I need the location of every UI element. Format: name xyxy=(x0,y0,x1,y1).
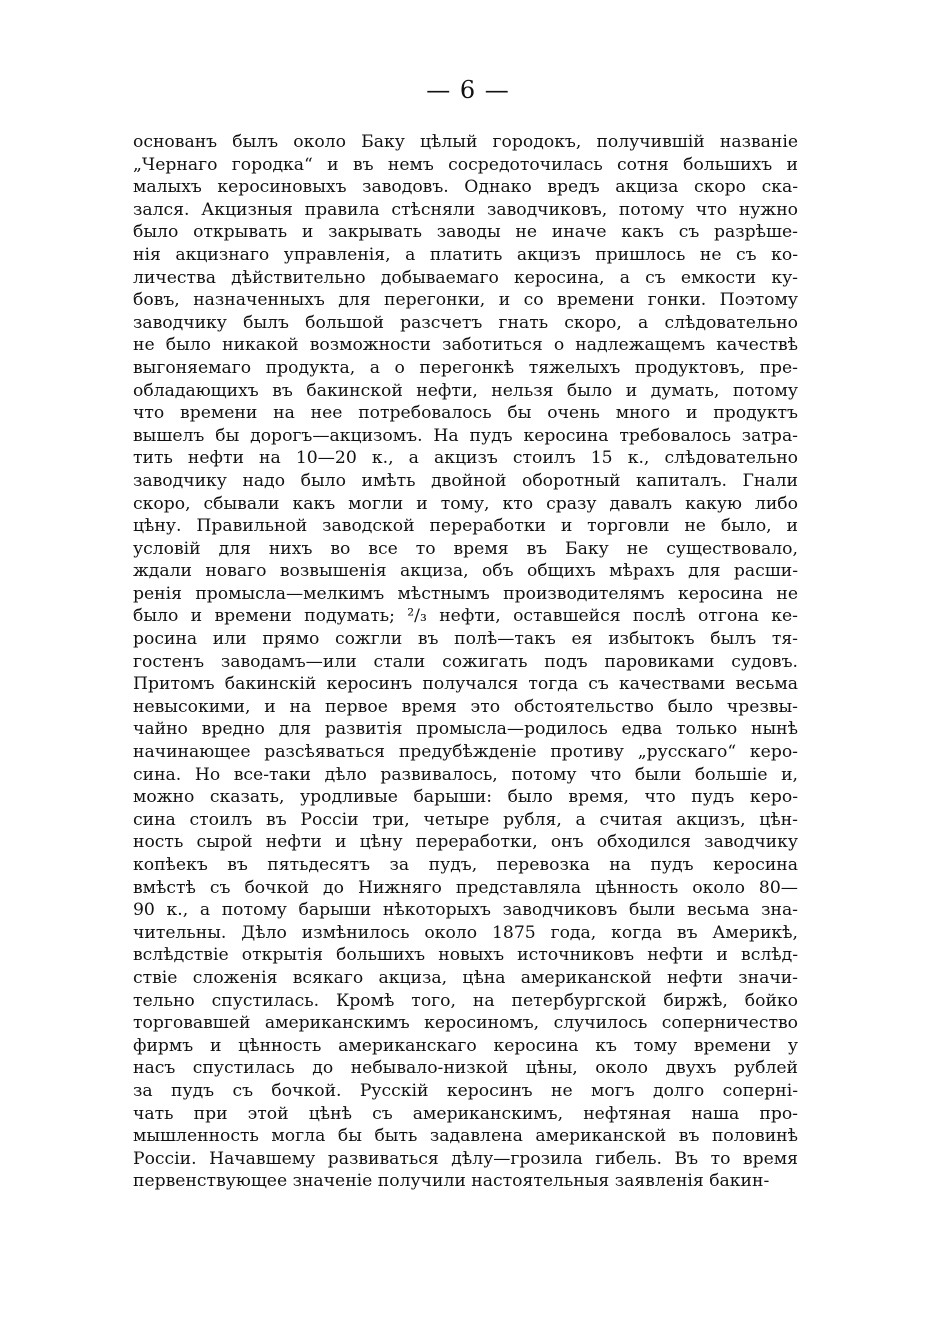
text-line: условій для нихъ во все то время въ Баку не существовало, xyxy=(133,538,798,559)
text-line: Россіи. Начавшему развиваться дѣлу—грозила гибель. Въ то время xyxy=(133,1148,798,1169)
text-line: вышелъ бы дорогъ—акцизомъ. На пудъ керосина требовалось затра- xyxy=(133,425,798,446)
text-line: вслѣдствіе открытія большихъ новыхъ источниковъ нефти и вслѣд- xyxy=(133,945,798,966)
text-line: насъ спустилась до небывало-низкой цѣны, около двухъ рублей xyxy=(133,1058,798,1079)
text-line: основанъ былъ около Баку цѣлый городокъ, получившій названіе xyxy=(133,132,798,152)
text-line: сина стоилъ въ Россіи три, четыре рубля, а считая акцизъ, цѣн- xyxy=(133,809,798,830)
text-line: торговавшей американскимъ керосиномъ, случилось соперничество xyxy=(133,1013,798,1034)
text-line: заводчику былъ большой разсчетъ гнать скоро, а слѣдовательно xyxy=(133,312,798,333)
text-line: чительны. Дѣло измѣнилось около 1875 года, когда въ Америкѣ, xyxy=(133,922,798,943)
text-line: 90 к., а потому барыши нѣкоторыхъ заводчиковъ были весьма зна- xyxy=(133,900,798,921)
text-line: скоро, сбывали какъ могли и тому, кто сразу давалъ какую либо xyxy=(133,493,798,514)
text-line: бовъ, назначенныхъ для перегонки, и со времени гонки. Поэтому xyxy=(133,290,798,311)
text-line: „Чернаго городка“ и въ немъ сосредоточилась сотня большихъ и xyxy=(133,154,798,175)
text-line: заводчику надо было имѣть двойной оборотный капиталъ. Гнали xyxy=(133,470,798,491)
text-line: гостенъ заводамъ—или стали сожигать подъ паровиками судовъ. xyxy=(133,651,798,672)
text-line: ствіе сложенія всякаго акциза, цѣна американской нефти значи- xyxy=(133,967,798,988)
text-line: цѣну. Правильной заводской переработки и торговли не было, и xyxy=(133,516,798,537)
text-line: Притомъ бакинскій керосинъ получался тогда съ качествами весьма xyxy=(133,674,798,695)
text-line: тить нефти на 10—20 к., а акцизъ стоилъ 15 к., слѣдовательно xyxy=(133,448,798,469)
text-line: невысокими, и на первое время это обстоятельство было чрезвы- xyxy=(133,696,798,717)
text-line: тельно спустилась. Кромѣ того, на петербургской биржѣ, бойко xyxy=(133,990,798,1011)
text-line: чайно вредно для развитія промысла—родилось едва только нынѣ xyxy=(133,719,798,740)
text-line: выгоняемаго продукта, а о перегонкѣ тяжелыхъ продуктовъ, пре- xyxy=(133,357,798,378)
text-line: можно сказать, уродливые барыши: было время, что пудъ керо- xyxy=(133,787,798,808)
text-line: было и времени подумать; ²/₃ нефти, оставшейся послѣ отгона ке- xyxy=(133,606,798,627)
text-line: малыхъ керосиновыхъ заводовъ. Однако вредъ акциза скоро ска- xyxy=(133,177,798,198)
text-line: первенствующее значеніе получили настоятельныя заявленія бакин- xyxy=(133,1171,770,1192)
text-line: ждали новаго возвышенія акциза, объ общихъ мѣрахъ для расши- xyxy=(133,561,798,582)
text-line: ность сырой нефти и цѣну переработки, онъ обходился заводчику xyxy=(133,832,798,853)
body-text xyxy=(133,131,798,1193)
text-line: мышленность могла бы быть задавлена американской въ половинѣ xyxy=(133,1126,798,1147)
text-line: вмѣстѣ съ бочкой до Нижняго представляла цѣнность около 80— xyxy=(133,877,798,898)
text-line: ренія промысла—мелкимъ мѣстнымъ производителямъ керосина не xyxy=(133,583,798,604)
text-line: фирмъ и цѣнность американскаго керосина къ тому времени у xyxy=(133,1035,798,1056)
text-line: чать при этой цѣнѣ съ американскимъ, нефтяная наша про- xyxy=(133,1103,798,1124)
text-line: начинающее разсѣяваться предубѣжденіе противу „русскаго“ керо- xyxy=(133,742,798,763)
text-line: росина или прямо сожгли въ полѣ—такъ ея избытокъ былъ тя- xyxy=(133,629,798,650)
text-line: было открывать и закрывать заводы не иначе какъ съ разрѣше- xyxy=(133,222,798,243)
page-number: — 6 — xyxy=(426,76,510,104)
text-line: за пудъ съ бочкой. Русскій керосинъ не могъ долго сопернi- xyxy=(133,1080,798,1101)
text-line: личества дѣйствительно добываемаго керосина, а съ емкости ку- xyxy=(133,267,798,288)
text-line: копѣекъ въ пятьдесятъ за пудъ, перевозка на пудъ керосина xyxy=(133,855,798,875)
text-line: нія акцизнаго управленія, а платить акцизъ пришлось не съ ко- xyxy=(133,244,798,265)
text-line: обладающихъ въ бакинской нефти, нельзя было и думать, потому xyxy=(133,380,798,401)
text-line: не было никакой возможности заботиться о надлежащемъ качествѣ xyxy=(133,335,798,356)
text-line: зался. Акцизныя правила стѣсняли заводчиковъ, потому что нужно xyxy=(133,199,798,220)
text-line: что времени на нее потребовалось бы очень много и продуктъ xyxy=(133,403,798,424)
text-line: сина. Но все-таки дѣло развивалось, потому что были большіе и, xyxy=(133,764,798,785)
